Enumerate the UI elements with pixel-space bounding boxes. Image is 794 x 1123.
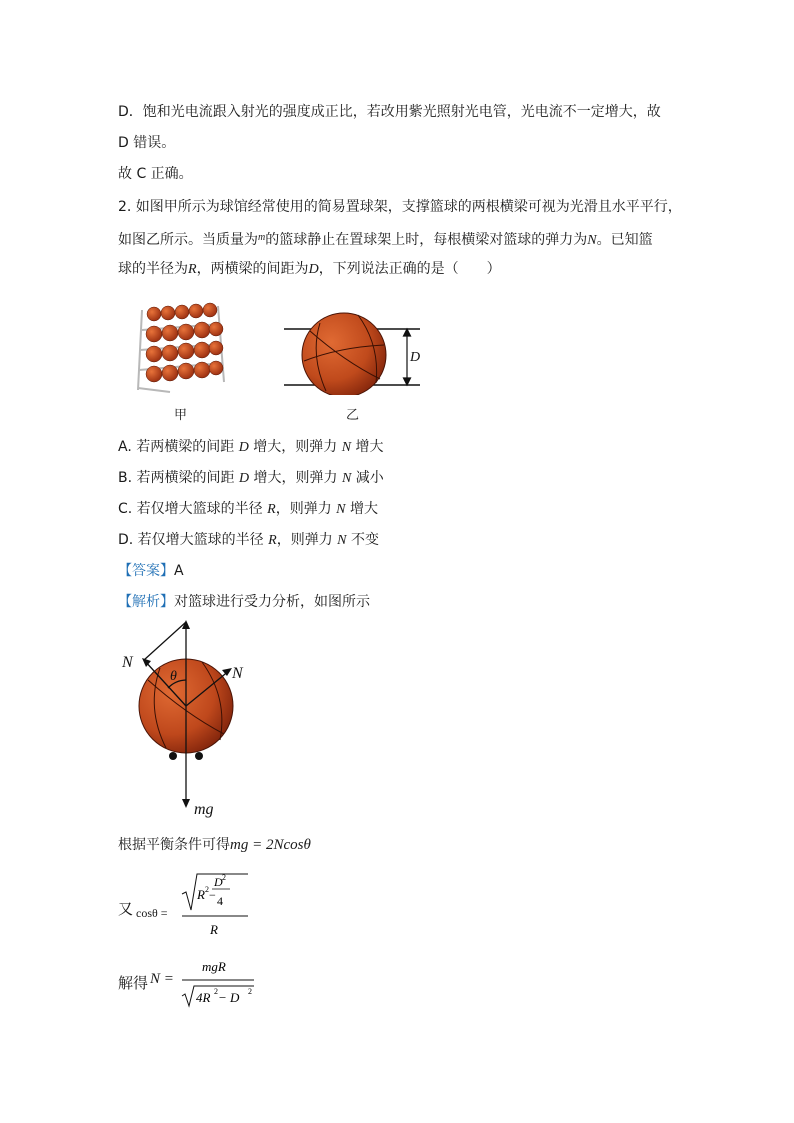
beam-left-dot	[169, 752, 177, 760]
force-label-right: N	[232, 665, 243, 682]
angle-label: θ	[170, 669, 177, 684]
weight-label: mg	[194, 801, 214, 818]
option-c: C. 若仅增大篮球的半径 R，则弹力 N 增大	[118, 501, 378, 517]
basketball	[302, 313, 386, 395]
question-line3: 球的半径为R，两横梁的间距为D，下列说法正确的是（ ）	[118, 261, 501, 277]
prev-conclusion: 故 C 正确。	[118, 166, 193, 182]
svg-text:4R: 4R	[196, 990, 211, 1005]
svg-text:2: 2	[222, 873, 226, 882]
ball-rack-figure	[130, 300, 230, 395]
analysis-tag: 【解析】	[118, 594, 174, 610]
option-d-explanation-line1: D．饱和光电流跟入射光的强度成正比，若改用紫光照射光电管，光电流不一定增大，故	[118, 104, 661, 120]
caption-yi: 乙	[346, 408, 360, 423]
option-d: D. 若仅增大篮球的半径 R，则弹力 N 不变	[118, 532, 379, 548]
ball-on-beams-figure	[280, 305, 430, 395]
answer-value: A	[174, 563, 184, 579]
svg-text:− D: − D	[218, 990, 240, 1005]
equation-1: 根据平衡条件可得mg = 2Ncosθ	[118, 837, 311, 853]
svg-text:R: R	[210, 922, 218, 937]
caption-jia: 甲	[174, 408, 188, 423]
beam-right-dot	[195, 752, 203, 760]
force-label-left: N	[122, 654, 133, 671]
option-d-explanation-line2: D 错误。	[118, 135, 176, 151]
equation-2: 又 cosθ = R 2 − D 2 4 R	[118, 872, 278, 942]
equation-3: 解得 N = mgR 4R 2 − D 2	[118, 959, 252, 1005]
analysis-line: 【解析】对篮球进行受力分析，如图所示	[118, 594, 370, 610]
question-line2: 如图乙所示。当质量为$^m$的篮球静止在置球架上时，每根横梁对篮球的弹力为N。已知篮	[118, 232, 653, 248]
svg-text:R: R	[197, 887, 205, 902]
svg-text:D: D	[214, 875, 223, 889]
force-diagram	[118, 618, 268, 818]
svg-text:4: 4	[217, 894, 223, 908]
svg-text:2: 2	[205, 885, 209, 894]
svg-text:2: 2	[214, 987, 218, 996]
svg-text:mgR: mgR	[202, 959, 226, 974]
answer-line	[118, 561, 184, 581]
option-a: A. 若两横梁的间距 D 增大，则弹力 N 增大	[118, 439, 384, 455]
question-line1: 2. 如图甲所示为球馆经常使用的简易置球架，支撑篮球的两根横梁可视为光滑且水平平行，	[118, 199, 682, 215]
svg-text:2: 2	[248, 987, 252, 996]
svg-text:−: −	[209, 888, 216, 902]
distance-label-D: D	[410, 350, 421, 365]
option-b: B. 若两横梁的间距 D 增大，则弹力 N 减小	[118, 470, 384, 486]
answer-tag: 【答案】	[118, 563, 174, 579]
